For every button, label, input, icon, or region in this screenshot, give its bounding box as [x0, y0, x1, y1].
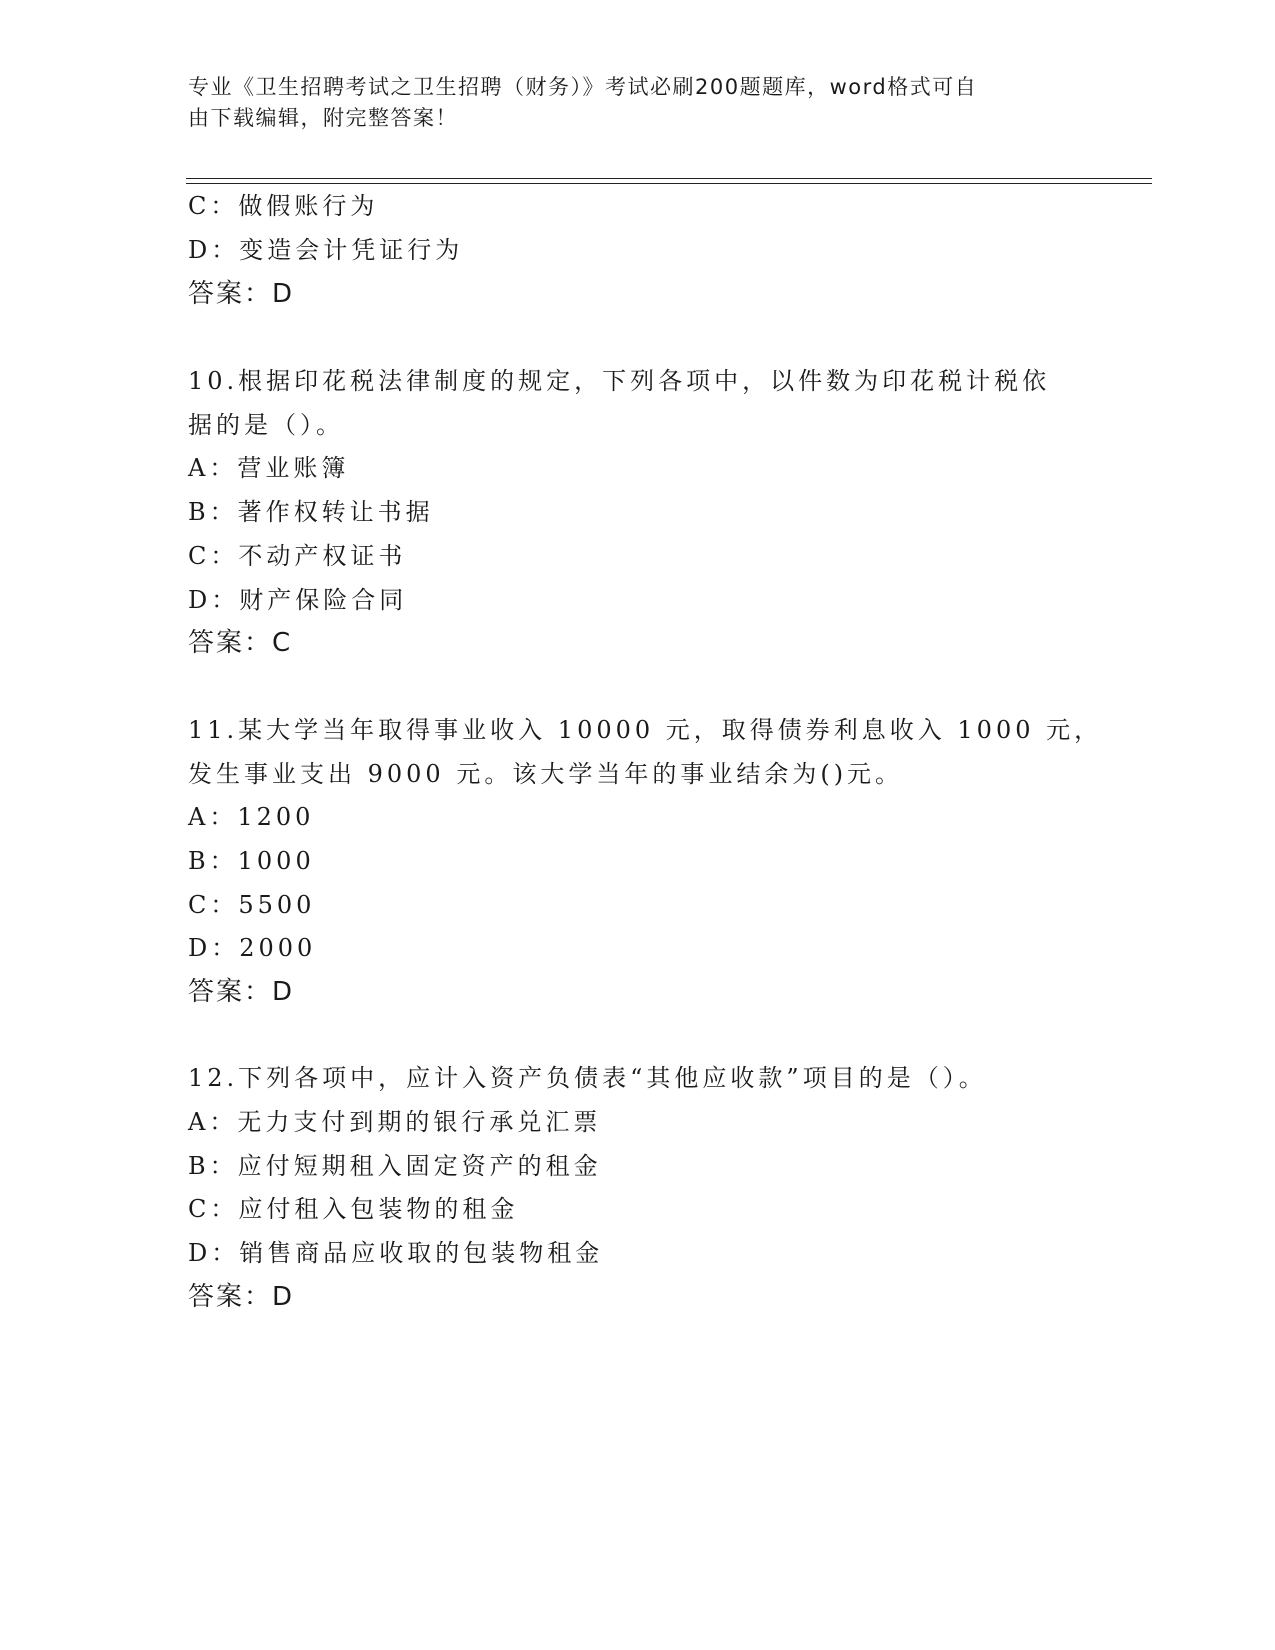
- q12-option-b: B：应付短期租入固定资产的租金: [188, 1152, 602, 1180]
- document-header: [188, 72, 1068, 134]
- q10-answer: 答案：C: [188, 628, 293, 658]
- q12-answer: 答案：D: [188, 1282, 295, 1312]
- q10-stem-line-1: 10.根据印花税法律制度的规定，下列各项中，以件数为印花税计税依: [188, 367, 1051, 395]
- q12-option-a: A：无力支付到期的银行承兑汇票: [188, 1108, 602, 1136]
- q10-option-b: B：著作权转让书据: [188, 498, 434, 526]
- q11-answer: 答案：D: [188, 977, 295, 1007]
- header-divider-top: [186, 178, 1152, 179]
- q10-stem-line-2: 据的是（）。: [188, 411, 344, 439]
- prev-answer: 答案：D: [188, 279, 295, 309]
- q11-option-b: B：1000: [188, 847, 315, 875]
- q12-stem-line-1: 12.下列各项中，应计入资产负债表“其他应收款”项目的是（）。: [188, 1064, 987, 1092]
- q12-option-d: D：销售商品应收取的包装物租金: [188, 1239, 604, 1267]
- q11-option-c: C：5500: [188, 891, 316, 919]
- prev-option-c: C：做假账行为: [188, 192, 379, 220]
- q12-option-c: C：应付租入包装物的租金: [188, 1195, 519, 1223]
- header-line-1: 专业《卫生招聘考试之卫生招聘（财务）》考试必刷200题题库，word格式可自: [188, 75, 978, 99]
- header-line-2: 由下载编辑，附完整答案！: [188, 106, 458, 130]
- q11-option-a: A：1200: [188, 803, 315, 831]
- q10-option-a: A：营业账簿: [188, 454, 350, 482]
- q11-stem-line-1: 11.某大学当年取得事业收入 10000 元，取得债券利息收入 1000 元，: [188, 716, 1103, 744]
- q10-option-c: C：不动产权证书: [188, 542, 407, 570]
- q11-option-d: D：2000: [188, 934, 317, 962]
- header-divider-bottom: [186, 183, 1152, 184]
- q11-stem-line-2: 发生事业支出 9000 元。该大学当年的事业结余为()元。: [188, 760, 904, 788]
- prev-option-d: D：变造会计凭证行为: [188, 236, 464, 264]
- q10-option-d: D：财产保险合同: [188, 586, 408, 614]
